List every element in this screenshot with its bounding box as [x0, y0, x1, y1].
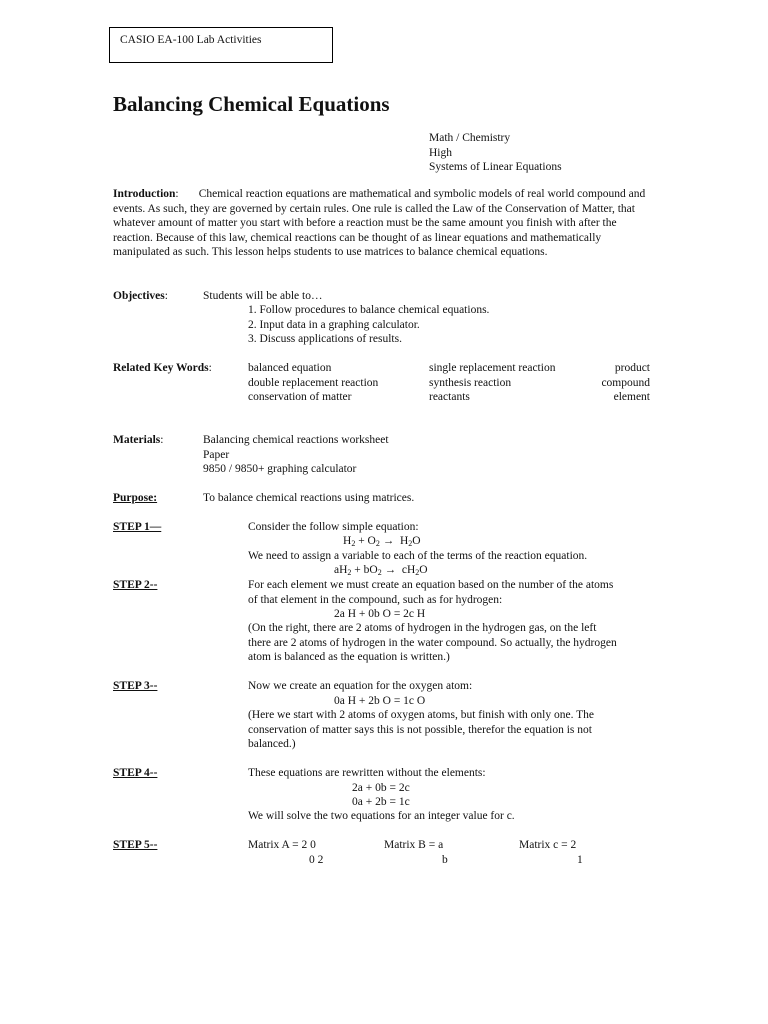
matrix-c-row2: 1 [577, 854, 583, 866]
key-words-label: Related Key Words: [113, 362, 212, 374]
step4-eq1: 2a + 0b = 2c [352, 782, 410, 794]
materials-list [203, 433, 389, 477]
step4-label: STEP 4-- [113, 767, 158, 779]
header-box [109, 27, 333, 63]
key-word: single replacement reaction [429, 362, 556, 374]
objective-item: 2. Input data in a graphing calculator. [248, 318, 420, 331]
material-item: Balancing chemical reactions worksheet [203, 434, 389, 446]
meta-subject: Math / Chemistry [429, 132, 511, 144]
material-item: Paper [203, 448, 230, 461]
meta-level: High [429, 146, 452, 159]
page-title: Balancing Chemical Equations [113, 92, 390, 116]
materials-label: Materials: [113, 434, 164, 446]
matrix-a-row1: Matrix A = 2 0 [248, 839, 316, 851]
purpose-label: Purpose: [113, 492, 158, 504]
header-box-text: CASIO EA-100 Lab Activities [120, 34, 262, 46]
step2-note-line: (On the right, there are 2 atoms of hydrogen in the hydrogen gas, on the left [248, 622, 597, 634]
key-words-col2 [429, 361, 555, 405]
step5-label: STEP 5-- [113, 839, 158, 851]
objectives-label: Objectives: [113, 290, 168, 302]
step2-equation: 2a H + 0b O = 2c H [334, 608, 426, 620]
step3-label: STEP 3-- [113, 680, 158, 692]
matrix-b-row1: Matrix B = a [384, 839, 444, 851]
key-words-col1 [248, 361, 378, 405]
meta-topic: Systems of Linear Equations [429, 161, 562, 173]
key-words-col3 [560, 361, 650, 405]
step2-line: of that element in the compound, such as for hydrogen: [248, 593, 503, 606]
key-word: reactants [429, 391, 470, 403]
step2-note-line: there are 2 atoms of hydrogen in the water compound. So actually, the hydrogen [248, 636, 617, 649]
step3-note-line: conservation of matter says this is not possible, therefor the equation is not [248, 723, 592, 736]
key-word: element [613, 391, 650, 403]
step3-note-line: balanced.) [248, 738, 296, 750]
key-word: balanced equation [248, 362, 332, 374]
objective-item: 3. Discuss applications of results. [248, 333, 402, 345]
step1-line2: We need to assign a variable to each of the terms of the reaction equation. [248, 550, 588, 562]
step1-variable-equation: $aH_2 + bO_2 \to cH_2O$ [334, 564, 428, 577]
step3-line: Now we create an equation for the oxygen atom: [248, 680, 473, 692]
matrix-a-row2: 0 2 [309, 854, 324, 866]
step1-line1: Consider the follow simple equation: [248, 521, 419, 533]
step4-after: We will solve the two equations for an integer value for c. [248, 810, 515, 822]
step1-label: STEP 1— [113, 521, 162, 533]
step4-eq2: 0a + 2b = 1c [352, 796, 410, 808]
introduction-text: Chemical reaction equations are mathematical and symbolic models of real world compound and events. As such, they are governed by certain rules. One rule is called the Law of the Conservation of Matter, that whatever amount of matter you start with before a reaction must be the same amount you finish with after the reaction. Because of this law, chemical reactions can be thought of as linear equations and mathematically manipulated as such. This lesson helps students to use matrices to balance chemical equations. [113, 188, 646, 258]
step2-label: STEP 2-- [113, 579, 158, 591]
step3-note [248, 708, 594, 752]
step2-note-line: atom is balanced as the equation is written.) [248, 651, 450, 663]
objectives-list [248, 303, 489, 347]
step3-note-line: (Here we start with 2 atoms of oxygen atoms, but finish with only one. The [248, 709, 595, 721]
matrix-c-row1: Matrix c = 2 [519, 839, 577, 851]
key-word: double replacement reaction [248, 376, 379, 389]
step2-line: For each element we must create an equation based on the number of the atoms [248, 579, 614, 591]
objectives-lead: Students will be able to… [203, 290, 323, 302]
step2-text [248, 578, 613, 607]
meta-block [429, 131, 562, 175]
step4-line: These equations are rewritten without the elements: [248, 767, 486, 779]
introduction: Introduction: Chemical reaction equations are mathematical and symbolic models of real world compound and events. As such, they are governed by certain rules. One rule is called the Law of the Conservation of Matter, that whatever amount of matter you start with before a reaction must be the same amount you finish with after the reaction. Because of this law, chemical reactions can be thought of as linear equations and mathematically manipulated as such. This lesson helps students to use matrices to balance chemical equations. [113, 188, 646, 258]
step1-equation: $H_2 + O_2 \to H_2O$ [343, 535, 421, 548]
key-word: conservation of matter [248, 391, 352, 403]
step3-equation: 0a H + 2b O = 1c O [334, 695, 426, 707]
key-word: compound [601, 376, 650, 389]
material-item: 9850 / 9850+ graphing calculator [203, 463, 357, 475]
key-word: product [614, 362, 650, 374]
step2-note [248, 621, 617, 665]
key-word: synthesis reaction [429, 376, 512, 389]
introduction-label: Introduction [113, 188, 176, 200]
matrix-b-row2: b [442, 854, 448, 866]
objective-item: 1. Follow procedures to balance chemical equations. [248, 304, 490, 316]
purpose-text: To balance chemical reactions using matrices. [203, 492, 415, 504]
